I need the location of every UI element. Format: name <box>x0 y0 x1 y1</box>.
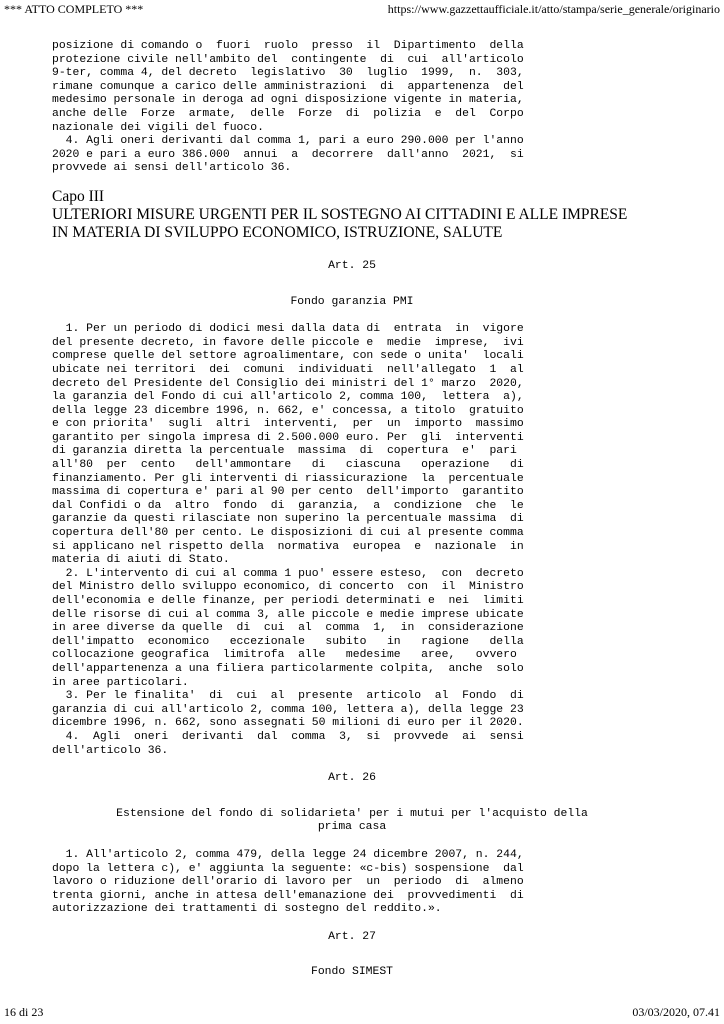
chapter-heading <box>52 188 652 242</box>
article-27-number: Art. 27 <box>328 930 376 943</box>
chapter-label: Capo III <box>52 187 105 205</box>
previous-article-tail: posizione di comando o fuori ruolo presso il Dipartimento della protezione civile nell'ambito del contingente di cui all'articolo 9-ter, comma 4, del decreto legislativo 30 luglio 1999, n. 303, rimane comunque a carico delle amministrazioni di appartenenza del medesimo personale in deroga ad ogni disposizione vigente in materia, anche delle Forze armate, delle Forze di polizia e del Corpo nazionale dei vigili del fuoco. 4. Agli oneri derivanti dal comma 1, pari a euro 290.000 per l'anno 2020 e pari a euro 386.000 annui a decorrere dall'anno 2021, si provvede ai sensi dell'articolo 36. <box>52 40 524 175</box>
article-26-number: Art. 26 <box>328 772 376 785</box>
document-body <box>52 40 652 980</box>
print-header <box>4 2 720 17</box>
article-27-title: Fondo SIMEST <box>310 966 394 979</box>
article-25-body: 1. Per un periodo di dodici mesi dalla data di entrata in vigore del presente decreto, in favore delle piccole e medie imprese, ivi comprese quelle del settore agroalimentare, con sede o unita' locali ubicate nei territori dei comuni individuati nell'allegato 1 al decreto del Presidente del Consiglio dei ministri del 1° marzo 2020, la garanzia del Fondo di cui all'articolo 2, comma 100, lettera a), della legge 23 dicembre 1996, n. 662, e' concessa, a titolo gratuito e con priorita' sugli altri interventi, per un importo massimo garantito per singola impresa di 2.500.000 euro. Per gli interventi di garanzia diretta la percentuale massima di copertura e' pari all'80 per cento dell'ammontare di ciascuna operazione di finanziamento. Per gli interventi di riassicurazione la percentuale massima di copertura e' pari al 90 per cento dell'importo garantito dal Confidi o da altro fondo di garanzia, a condizione che le garanzie da questi rilasciate non superino la percentuale massima di copertura dell'80 per cento. Le disposizioni di cui al presente comma si applicano nel rispetto della normativa europea e nazionale in materia di aiuti di Stato. 2. L'intervento di cui al comma 1 puo' essere esteso, con decreto del Ministro dello sviluppo economico, di concerto con il Ministro dell'economia e delle finanze, per periodi determinati e nei limiti delle risorse di cui al comma 3, alle piccole e medie imprese ubicate in aree diverse da quelle di cui al comma 1, in considerazione dell'impatto economico eccezionale subito in ragione della collocazione geografica limitrofa alle medesime aree, ovvero dell'appartenenza a una filiera particolarmente colpita, anche solo in aree particolari. 3. Per le finalita' di cui al presente articolo al Fondo di garanzia di cui all'articolo 2, comma 100, lettera a), della legge 23 dicembre 1996, n. 662, sono assegnati 50 milioni di euro per il 2020. 4. Agli oneri derivanti dal comma 3, si provvede ai sensi dell'articolo 36. <box>52 323 524 757</box>
print-header-title: *** ATTO COMPLETO *** <box>4 2 144 16</box>
chapter-title-line-2: IN MATERIA DI SVILUPPO ECONOMICO, ISTRUZIONE, SALUTE <box>52 223 503 241</box>
article-26-body: 1. All'articolo 2, comma 479, della legge 24 dicembre 2007, n. 244, dopo la lettera c), e' aggiunta la seguente: «c-bis) sospensione dal lavoro o riduzione dell'orario di lavoro per un periodo di almeno trenta giorni, anche in attesa dell'emanazione dei provvedimenti di autorizzazione dei trattamenti di sostegno del reddito.». <box>52 848 524 916</box>
article-26-title-line-1: Estensione del fondo di solidarieta' per i mutui per l'acquisto della <box>116 807 588 820</box>
page-counter: 16 di 23 <box>4 1005 44 1019</box>
print-timestamp: 03/03/2020, 07.41 <box>632 1005 720 1019</box>
chapter-title-line-1: ULTERIORI MISURE URGENTI PER IL SOSTEGNO AI CITTADINI E ALLE IMPRESE <box>52 205 628 223</box>
print-footer <box>4 1005 720 1020</box>
article-25-number: Art. 25 <box>328 259 376 272</box>
article-25-title: Fondo garanzia PMI <box>290 295 414 308</box>
article-26-title-line-2: prima casa <box>317 821 387 834</box>
print-header-url: https://www.gazzettaufficiale.it/atto/stampa/serie_generale/originario <box>387 2 720 16</box>
